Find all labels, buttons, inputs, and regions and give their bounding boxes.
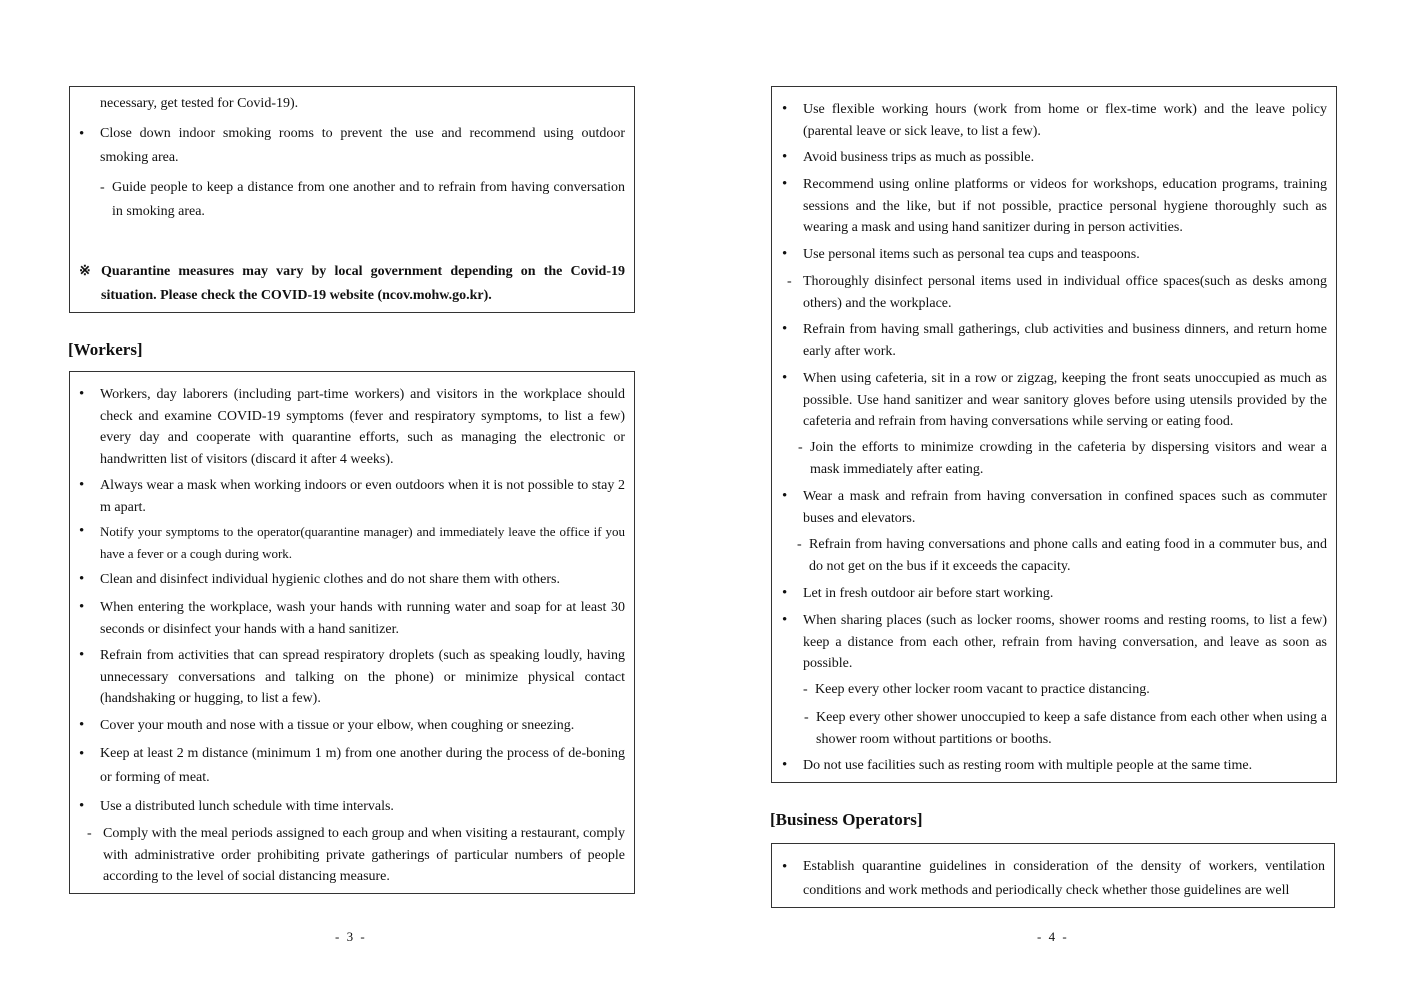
measures-bullet-2: • Avoid business trips as much as possible. [803, 147, 1327, 169]
measures-dash-2-text: Join the efforts to minimize crowding in the cafeteria by dispersing visitors and wear a mask immediately after eating. [810, 440, 1327, 477]
measures-bullet-8: • Let in fresh outdoor air before start working. [803, 583, 1327, 605]
business-bullet-1: • Establish quarantine guidelines in consideration of the density of workers, ventilation conditions and work methods and periodically check whether those guidelines are well [803, 855, 1325, 903]
measures-dash-4-text: Keep every other locker room vacant to practice distancing. [815, 682, 1150, 697]
workers-bullet-1: • Workers, day laborers (including part-time workers) and visitors in the workplace should check and examine COVID-19 symptoms (fever and respiratory symptoms, to list a few) every day and cooperate with quarantine efforts, such as managing the electronic or handwritten list of visitors (discard it after 4 weeks). [100, 384, 625, 470]
dash-mark: - [787, 274, 792, 289]
measures-bullet-7: • Wear a mask and refrain from having conversation in confined spaces such as commuter buses and elevators. [803, 486, 1327, 529]
dash-smoking-text: Guide people to keep a distance from one another and to refrain from having conversation in smoking area. [112, 180, 625, 219]
measures-dash-3-text: Refrain from having conversations and phone calls and eating food in a commuter bus, and do not get on the bus if it exceeds the capacity. [809, 537, 1327, 574]
measures-dash-5 [804, 707, 1327, 750]
dash-mark: - [798, 440, 803, 455]
workers-box [69, 371, 635, 894]
business-operators-box [771, 843, 1335, 908]
dash-smoking-distance [100, 176, 625, 224]
measures-bullet-1: • Use flexible working hours (work from home or flex-time work) and the leave policy (parental leave or sick leave, to list a few). [803, 99, 1327, 142]
measures-dash-5-text: Keep every other shower unoccupied to keep a safe distance from each other when using a shower room without partitions or booths. [816, 710, 1327, 747]
workers-bullet-9: • Use a distributed lunch schedule with time intervals. [100, 796, 625, 818]
workers-bullet-7: • Cover your mouth and nose with a tissue or your elbow, when coughing or sneezing. [100, 715, 625, 737]
reference-mark-icon: ※ [79, 264, 91, 279]
measures-bullet-10: • Do not use facilities such as resting room with multiple people at the same time. [803, 755, 1327, 777]
workers-heading: [Workers] [68, 340, 143, 359]
business-operators-heading: [Business Operators] [770, 810, 923, 829]
page-number: - 3 - [335, 929, 367, 944]
measures-dash-1 [787, 271, 1327, 314]
dash-mark: - [804, 710, 809, 725]
measures-bullet-4: • Use personal items such as personal tea cups and teaspoons. [803, 244, 1327, 266]
continuation-text: necessary, get tested for Covid-19). [100, 96, 299, 111]
workers-dash-1 [87, 823, 625, 888]
measures-dash-4 [803, 679, 1327, 701]
measures-box [771, 86, 1337, 783]
bullet-smoking-rooms: • Close down indoor smoking rooms to prevent the use and recommend using outdoor smoking area. [100, 122, 625, 170]
dash-mark: - [803, 682, 808, 697]
workers-bullet-8: • Keep at least 2 m distance (minimum 1 m) from one another during the process of de-boning or forming of meat. [100, 742, 625, 790]
measures-dash-3 [797, 534, 1327, 577]
workers-bullet-3: • Notify your symptoms to the operator(quarantine manager) and immediately leave the office if you have a fever or a cough during work. [100, 521, 625, 564]
workers-bullet-4: • Clean and disinfect individual hygienic clothes and do not share them with others. [100, 569, 625, 591]
dash-mark: - [87, 826, 92, 841]
dash-mark: - [797, 537, 802, 552]
page-4 [700, 0, 1403, 992]
workers-bullet-6: • Refrain from activities that can spread respiratory droplets (such as speaking loudly, having unnecessary conversations and talking on the phone) or minimize physical contact (handshaking or hugging, to list a few). [100, 645, 625, 710]
quarantine-note-text: Quarantine measures may vary by local government depending on the Covid-19 situation. Please check the COVID-19 website (ncov.mohw.go.kr). [101, 264, 625, 303]
dash-mark: - [100, 180, 105, 195]
page-number: - 4 - [1037, 929, 1069, 944]
measures-bullet-6: • When using cafeteria, sit in a row or zigzag, keeping the front seats unoccupied as much as possible. Use hand sanitizer and wear sanitory gloves before using utensils provided by the cafeteria and refrain from having conversations while serving or eating food. [803, 368, 1327, 433]
page-3 [0, 0, 700, 992]
measures-dash-1-text: Thoroughly disinfect personal items used in individual office spaces(such as desks among others) and the workplace. [803, 274, 1327, 311]
measures-bullet-3: • Recommend using online platforms or videos for workshops, education programs, training sessions and the like, but if not possible, practice personal hygiene thoroughly such as wearing a mask and using hand sanitizer during in person activities. [803, 174, 1327, 239]
measures-bullet-9: • When sharing places (such as locker rooms, shower rooms and resting rooms, to list a few) keep a distance from each other, refrain from having conversation, and leave as soon as possible. [803, 610, 1327, 675]
measures-bullet-5: • Refrain from having small gatherings, club activities and business dinners, and return home early after work. [803, 319, 1327, 362]
workers-dash-1-text: Comply with the meal periods assigned to each group and when visiting a restaurant, comply with administrative order prohibiting private gatherings of particular numbers of people according to the level of social distancing measure. [103, 826, 625, 884]
workers-bullet-5: • When entering the workplace, wash your hands with running water and soap for at least 30 seconds or disinfect your hands with a hand sanitizer. [100, 597, 625, 640]
workers-bullet-2: • Always wear a mask when working indoors or even outdoors when it is not possible to stay 2 m apart. [100, 475, 625, 518]
top-guideline-box [69, 86, 635, 313]
quarantine-note [79, 260, 625, 308]
measures-dash-2 [798, 437, 1327, 480]
